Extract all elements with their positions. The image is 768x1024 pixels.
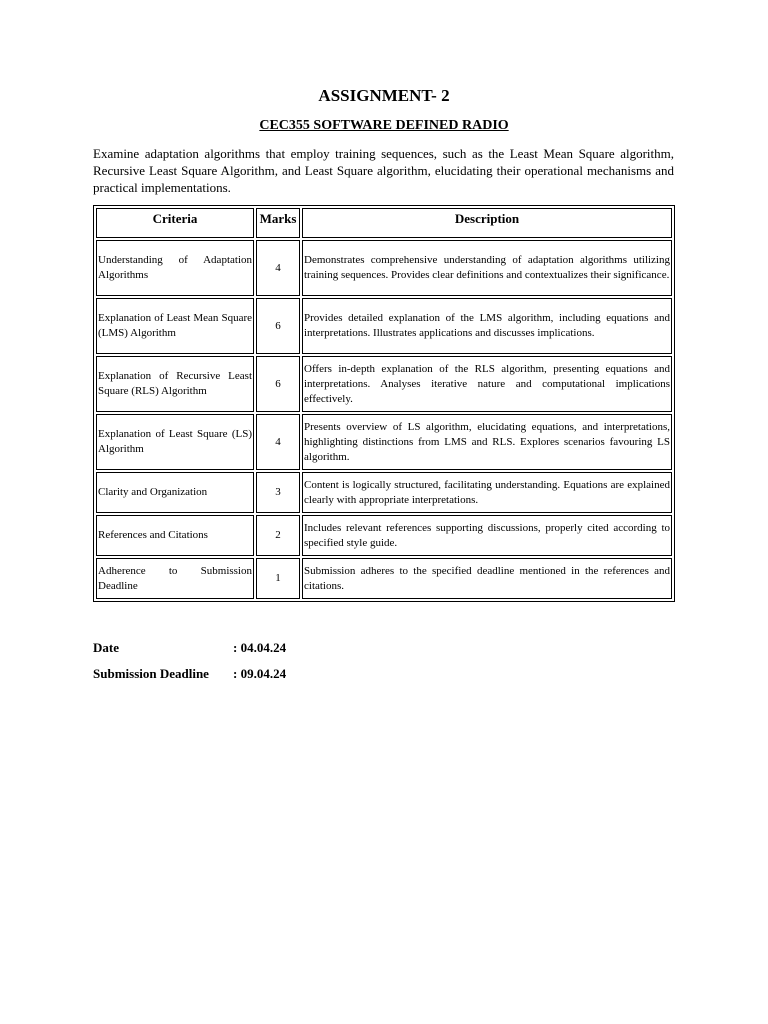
criteria-cell: Explanation of Recursive Least Square (RLS) Algorithm [96, 356, 254, 412]
deadline-value: : 09.04.24 [233, 666, 287, 681]
table-row [96, 414, 672, 470]
criteria-cell: Explanation of Least Square (LS) Algorithm [96, 414, 254, 470]
criteria-cell: Understanding of Adaptation Algorithms [96, 240, 254, 296]
date-value: : 04.04.24 [233, 640, 287, 655]
table-row [96, 240, 672, 296]
table-row [96, 558, 672, 599]
marks-cell: 1 [256, 558, 300, 599]
criteria-cell: Clarity and Organization [96, 472, 254, 513]
marks-cell: 2 [256, 515, 300, 556]
criteria-cell: Explanation of Least Mean Square (LMS) Algorithm [96, 298, 254, 354]
header-marks: Marks [256, 208, 300, 238]
description-cell: Demonstrates comprehensive understanding of adaptation algorithms utilizing training sequences. Provides clear definitions and contextualizes their significance. [302, 240, 672, 296]
marks-cell: 6 [256, 298, 300, 354]
marks-cell: 4 [256, 414, 300, 470]
marks-cell: 4 [256, 240, 300, 296]
course-title: CEC355 SOFTWARE DEFINED RADIO [259, 118, 509, 133]
header-description: Description [302, 208, 672, 238]
description-cell: Submission adheres to the specified deadline mentioned in the references and citations. [302, 558, 672, 599]
header-criteria: Criteria [96, 208, 254, 238]
marks-cell: 6 [256, 356, 300, 412]
description-cell: Content is logically structured, facilitating understanding. Equations are explained clearly with appropriate interpretations. [302, 472, 672, 513]
date-label: Date [93, 640, 119, 655]
assignment-question: Examine adaptation algorithms that employ training sequences, such as the Least Mean Square algorithm, Recursive Least Square Algorithm, and Least Square algorithm, elucidating their operational mechanisms and practical implementations. [93, 146, 674, 195]
rubric-table-container [93, 205, 675, 602]
criteria-cell: References and Citations [96, 515, 254, 556]
date-line [93, 640, 286, 656]
deadline-line [93, 666, 286, 682]
marks-cell: 3 [256, 472, 300, 513]
table-row [96, 298, 672, 354]
description-cell: Provides detailed explanation of the LMS algorithm, including equations and interpretations. Illustrates applications and discusses implications. [302, 298, 672, 354]
table-row [96, 472, 672, 513]
description-cell: Includes relevant references supporting discussions, properly cited according to specified style guide. [302, 515, 672, 556]
description-cell: Presents overview of LS algorithm, elucidating equations, and interpretations, highlighting distinctions from LMS and RLS. Explores scenarios favouring LS algorithm. [302, 414, 672, 470]
page-title: ASSIGNMENT- 2 [318, 86, 450, 105]
criteria-cell: Adherence to Submission Deadline [96, 558, 254, 599]
rubric-table [93, 205, 675, 602]
rubric-header-row [96, 208, 672, 238]
table-row [96, 356, 672, 412]
description-cell: Offers in-depth explanation of the RLS algorithm, presenting equations and interpretations. Analyses iterative nature and computational implications effectively. [302, 356, 672, 412]
deadline-label: Submission Deadline [93, 666, 209, 681]
table-row [96, 515, 672, 556]
